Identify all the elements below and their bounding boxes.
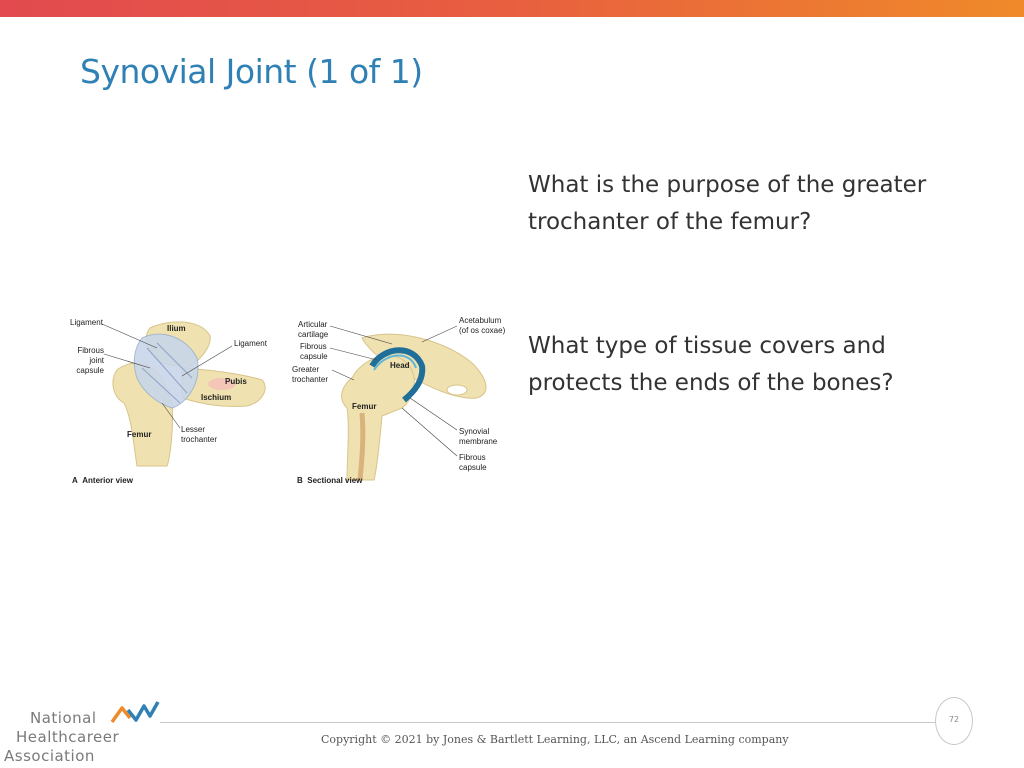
caption-anterior: [72, 476, 133, 485]
label-fibrous-joint-capsule: Fibrous joint capsule: [76, 346, 104, 375]
label-articular-cartilage: Articular cartilage: [298, 320, 329, 339]
page-number-badge: [935, 697, 973, 745]
caption-sectional-text: Sectional view: [307, 476, 363, 485]
label-ligament-right: Ligament: [234, 339, 267, 348]
label-femur-sectional: Femur: [352, 402, 377, 411]
question-tissue: What type of tissue covers and protects the ends of the bones?: [528, 333, 894, 396]
logo-text-national: National: [30, 709, 97, 727]
logo-text-association: Association: [4, 747, 95, 765]
label-synovial-membrane: Synovial membrane: [459, 427, 498, 446]
label-fibrous-capsule-lower: Fibrous capsule: [459, 453, 487, 472]
label-ligament-top: Ligament: [70, 318, 103, 327]
hip-joint-illustration: [62, 308, 512, 492]
label-lesser-trochanter: Lesser trochanter: [181, 425, 218, 444]
label-pubis: Pubis: [225, 377, 247, 386]
caption-anterior-text: Anterior view: [82, 476, 133, 485]
top-accent-bar: [0, 0, 1024, 17]
label-head: Head: [390, 361, 410, 370]
caption-anterior-letter: A: [72, 476, 78, 485]
label-fibrous-capsule: Fibrous capsule: [300, 342, 328, 361]
logo-text-healthcareer: Healthcareer: [16, 728, 120, 746]
caption-sectional-letter: B: [297, 476, 303, 485]
slide-title: Synovial Joint (1 of 1): [80, 52, 423, 91]
label-ilium: Ilium: [167, 324, 186, 333]
footer-divider: [160, 722, 936, 723]
label-ischium: Ischium: [201, 393, 232, 402]
caption-sectional: [297, 476, 362, 485]
copyright-notice: Copyright © 2021 by Jones & Bartlett Learning, LLC, an Ascend Learning company: [321, 733, 789, 746]
hip-joint-figure: [62, 308, 512, 492]
label-femur-anterior: Femur: [127, 430, 152, 439]
page-number: 72: [948, 715, 960, 724]
question-greater-trochanter: What is the purpose of the greater trochanter of the femur?: [528, 172, 927, 235]
nha-logo-icon: [110, 700, 160, 726]
label-greater-trochanter: Greater trochanter: [292, 365, 329, 384]
label-acetabulum: Acetabulum (of os coxae): [459, 316, 506, 335]
